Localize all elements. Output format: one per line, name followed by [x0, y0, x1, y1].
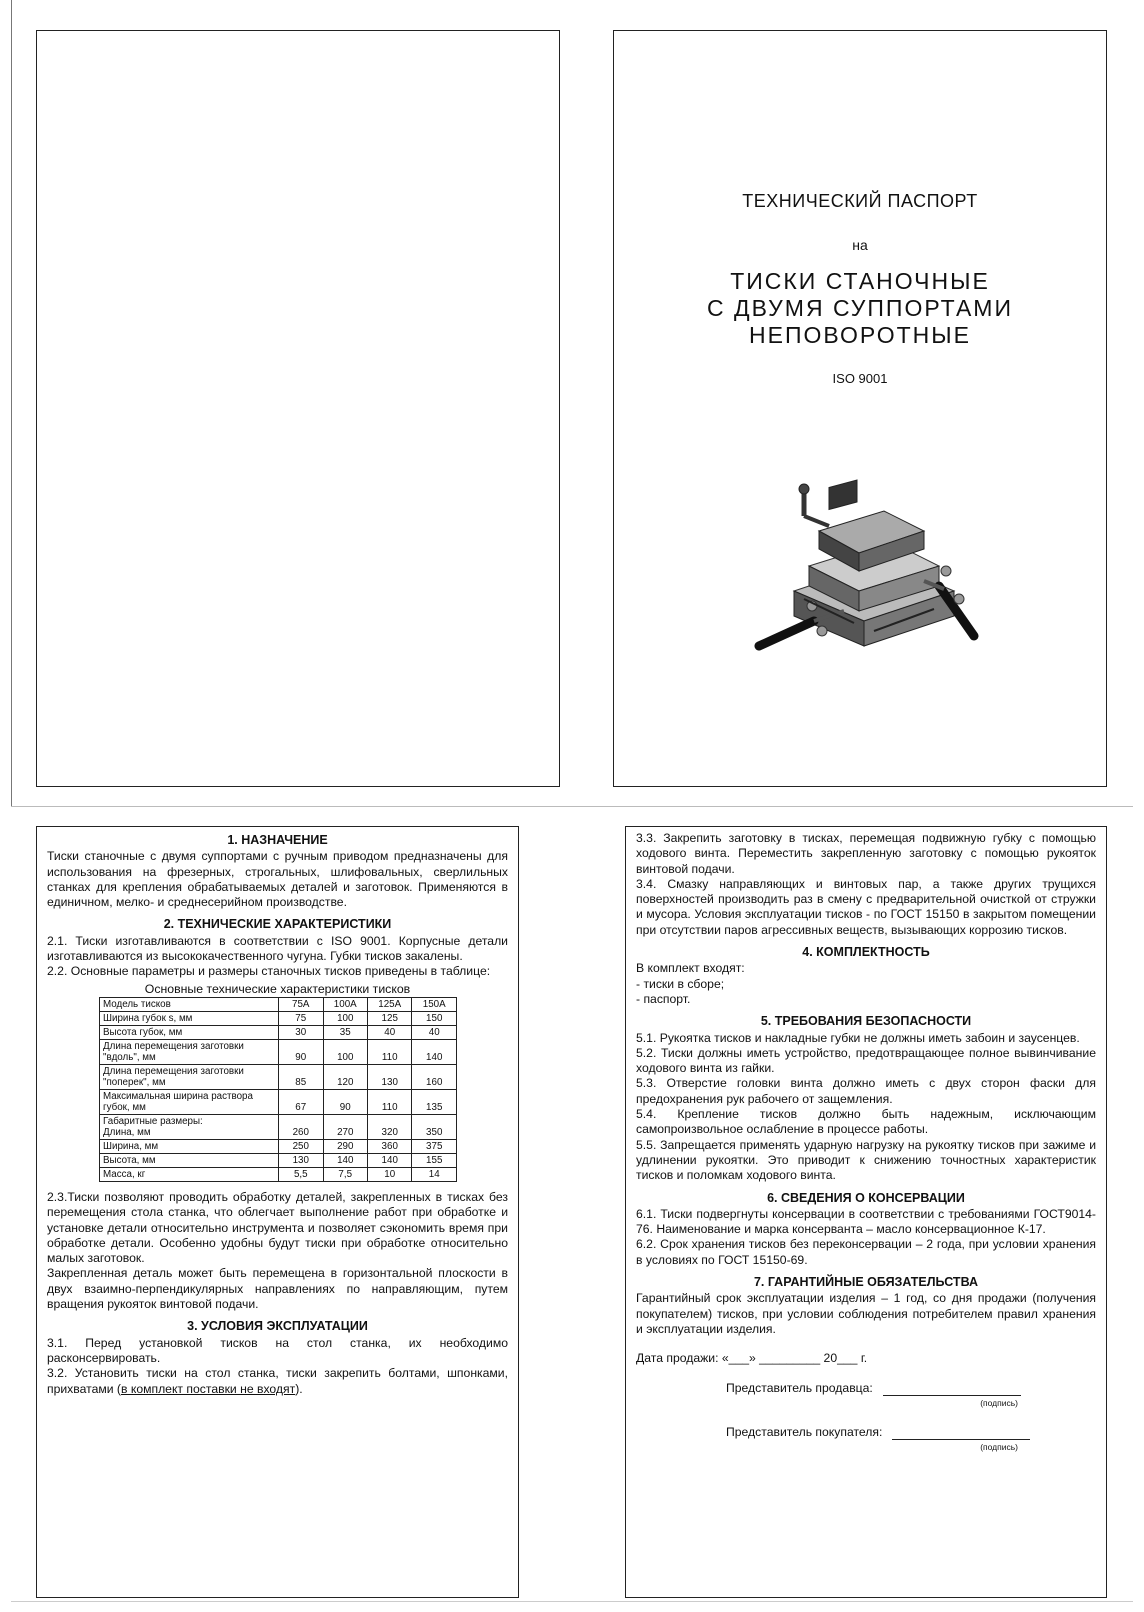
table-cell: Высота губок, мм: [100, 1025, 279, 1039]
spec-paragraph: 2.3.Тиски позволяют проводить обработку деталей, закрепленных в тисках без перемещения стола станка, что облегчает выполнение работ при обработке и установке детали относительно инструмента и позволяет сэкономить время при обработке детали. Особенно удобны будут тиски при обработке относительно малых заготовок.: [47, 1189, 508, 1266]
table-cell: 85: [279, 1064, 323, 1089]
table-row: [100, 1153, 457, 1167]
bottom-edge-line: [11, 1601, 1133, 1602]
section-title-purpose: 1. НАЗНАЧЕНИЕ: [227, 833, 328, 847]
operation-paragraph: [47, 1366, 508, 1397]
table-cell: 35: [323, 1025, 367, 1039]
table-cell: 110: [367, 1089, 411, 1114]
kit-line: - паспорт.: [636, 991, 691, 1006]
safety-paragraph: 5.2. Тиски должны иметь устройство, предотвращающее полное вывинчивание ходового винта из гайки.: [636, 1045, 1096, 1076]
table-cell: 130: [279, 1153, 323, 1167]
signature-caption: (подпись): [980, 1397, 1018, 1408]
table-cell: 100: [323, 1039, 367, 1064]
cover-product-name: [614, 268, 1106, 349]
table-cell: 40: [367, 1025, 411, 1039]
underlined-text: в комплект поставки не входят: [120, 1381, 296, 1396]
kit-line: - тиски в сборе;: [636, 976, 725, 991]
table-cell: 260: [279, 1114, 323, 1139]
operation-paragraph: 3.4. Смазку направляющих и винтовых пар, а также других трущихся поверхностей производить раз в смену с предварительной очисткой от стружки и мусора. Условия эксплуатации тисков - по ГОСТ 15150 в закрытом помещении при отсутствии паров агрессивных веществ, вызывающих коррозию тисков.: [636, 876, 1096, 937]
table-cell: 120: [323, 1064, 367, 1089]
section-title-specs: 2. ТЕХНИЧЕСКИЕ ХАРАКТЕРИСТИКИ: [163, 917, 392, 932]
buyer-signature: [636, 1425, 1096, 1440]
section-title-safety: 5. ТРЕБОВАНИЯ БЕЗОПАСНОСТИ: [760, 1014, 972, 1029]
table-cell: Высота, мм: [100, 1153, 279, 1167]
table-cell: 290: [323, 1139, 367, 1153]
table-cell: 14: [412, 1167, 457, 1181]
table-cell: Длина перемещения заготовки "вдоль", мм: [100, 1039, 279, 1064]
table-cell: Масса, кг: [100, 1167, 279, 1181]
table-cell: 135: [412, 1089, 457, 1114]
table-cell: 67: [279, 1089, 323, 1114]
signature-line: [883, 1383, 1021, 1396]
safety-paragraph: 5.1. Рукоятка тисков и накладные губки не должны иметь забоин и заусенцев.: [636, 1030, 1080, 1045]
right-text-page: [625, 826, 1107, 1598]
table-row: [100, 1025, 457, 1039]
table-cell: 75: [279, 1011, 323, 1025]
table-cell: 160: [412, 1064, 457, 1089]
warranty-paragraph: Гарантийный срок эксплуатации изделия – 1 год, со дня продажи (получения покупателем) тисков, при условии соблюдения потребителем правил хранения и эксплуатации изделия.: [636, 1291, 1096, 1336]
table-row: [100, 1011, 457, 1025]
vise-photo-icon: [734, 471, 984, 691]
operation-paragraph: 3.3. Закрепить заготовку в тисках, перемещая подвижную губку с помощью ходового винта. Переместить закрепленную заготовку с помощью рукояток винтовой подачи.: [636, 831, 1096, 876]
fold-line-horizontal: [11, 806, 1133, 807]
table-cell: 125А: [367, 997, 411, 1011]
text-span: ).: [295, 1381, 303, 1396]
table-cell: 7,5: [323, 1167, 367, 1181]
cover-page: [613, 30, 1107, 787]
table-cell: 140: [367, 1153, 411, 1167]
table-cell: 100А: [323, 997, 367, 1011]
table-cell: 320: [367, 1114, 411, 1139]
conservation-paragraph: 6.2. Срок хранения тисков без переконсервации – 2 года, при условии хранения в условиях по ГОСТ 15150-69.: [636, 1237, 1096, 1267]
table-cell: 150А: [412, 997, 457, 1011]
safety-paragraph: 5.3. Отверстие головки винта должно иметь с двух сторон фаски для предохранения рук рабочего от защемления.: [636, 1076, 1096, 1106]
purpose-text: Тиски станочные с двумя суппортами с ручным приводом предназначены для использования на фрезерных, строгальных, шлифовальных, сверлильных станках для крепления обрабатываемых деталей и заготовок. Применяются в единичном, мелко- и среднесерийном производстве.: [47, 849, 508, 910]
section-title-operation: 3. УСЛОВИЯ ЭКСПЛУАТАЦИИ: [187, 1319, 368, 1334]
table-cell: 375: [412, 1139, 457, 1153]
spec-paragraph: Закрепленная деталь может быть перемещена в горизонтальной плоскости в двух взаимно-перпендикулярных направлениях по направляющим, путем вращения рукояток винтовой подачи.: [47, 1266, 508, 1312]
table-cell: 360: [367, 1139, 411, 1153]
table-cell: 40: [412, 1025, 457, 1039]
cover-name-line: НЕПОВОРОТНЫЕ: [749, 322, 971, 348]
table-cell: 5,5: [279, 1167, 323, 1181]
table-cell: 90: [323, 1089, 367, 1114]
table-row: [100, 1064, 457, 1089]
table-row: [100, 1089, 457, 1114]
conservation-paragraph: 6.1. Тиски подвергнуты консервации в соответствии с требованиями ГОСТ9014-76. Наименование и марка консерванта – масло консервационное К-17.: [636, 1206, 1096, 1237]
kit-line: В комплект входят:: [636, 961, 745, 976]
fold-line-vertical: [11, 0, 12, 806]
table-row: [100, 1167, 457, 1181]
table-cell: 140: [412, 1039, 457, 1064]
table-cell: [100, 1114, 279, 1139]
safety-paragraph: 5.5. Запрещается применять ударную нагрузку на рукоятку тисков при зажиме и удлинении рукоятки. Это приводит к снижению точностных характеристик тисков и поломкам ходового винта.: [636, 1137, 1096, 1183]
table-row: [100, 1139, 457, 1153]
operation-paragraph: 3.1. Перед установкой тисков на стол станка, их необходимо расконсервировать.: [47, 1335, 508, 1365]
sale-date-field: Дата продажи: «___» _________ 20___ г.: [636, 1351, 868, 1366]
safety-paragraph: 5.4. Крепление тисков должно быть надежным, исключающим самопроизвольное ослабление в процессе работы.: [636, 1107, 1096, 1137]
signature-line: [892, 1427, 1030, 1440]
table-row: [100, 1114, 457, 1139]
cover-iso: ISO 9001: [832, 371, 888, 386]
table-cell: Длина перемещения заготовки "поперек", мм: [100, 1064, 279, 1089]
section-title-conservation: 6. СВЕДЕНИЯ О КОНСЕРВАЦИИ: [767, 1190, 965, 1205]
table-cell: Максимальная ширина раствора губок, мм: [100, 1089, 279, 1114]
spec-paragraph: 2.1. Тиски изготавливаются в соответствии с ISO 9001. Корпусные детали изготавливаются из высококачественного чугуна. Губки тисков закалены.: [47, 933, 508, 964]
table-cell: 30: [279, 1025, 323, 1039]
table-cell: 130: [367, 1064, 411, 1089]
buyer-label: Представитель покупателя:: [726, 1425, 883, 1440]
table-cell: 270: [323, 1114, 367, 1139]
signature-caption: (подпись): [980, 1442, 1018, 1453]
table-cell: 110: [367, 1039, 411, 1064]
table-cell: Ширина, мм: [100, 1139, 279, 1153]
spec-paragraph: 2.2. Основные параметры и размеры станочных тисков приведены в таблице:: [47, 964, 491, 979]
table-cell: Модель тисков: [100, 997, 279, 1011]
section-title-kit: 4. КОМПЛЕКТНОСТЬ: [802, 945, 930, 960]
cover-name-line: С ДВУМЯ СУППОРТАМИ: [707, 295, 1013, 321]
table-cell: 10: [367, 1167, 411, 1181]
dim-label: Длина, мм: [103, 1126, 151, 1138]
table-cell: 100: [323, 1011, 367, 1025]
cover-name-line: ТИСКИ СТАНОЧНЫЕ: [730, 268, 990, 294]
section-title-warranty: 7. ГАРАНТИЙНЫЕ ОБЯЗАТЕЛЬСТВА: [753, 1275, 978, 1290]
cover-preposition: на: [852, 237, 868, 253]
table-cell: 90: [279, 1039, 323, 1064]
text-span: 3.2. Установить тиски на стол станка, тиски закрепить болтами, шпонками, прихватами (: [47, 1366, 508, 1396]
table-cell: 125: [367, 1011, 411, 1025]
table-cell: 155: [412, 1153, 457, 1167]
table-cell: Ширина губок s, мм: [100, 1011, 279, 1025]
table-cell: 140: [323, 1153, 367, 1167]
table-cell: 150: [412, 1011, 457, 1025]
group-label: Габаритные размеры:: [103, 1115, 203, 1127]
spec-table: [99, 997, 457, 1182]
table-cell: 350: [412, 1114, 457, 1139]
table-row: [100, 1039, 457, 1064]
table-cell: 250: [279, 1139, 323, 1153]
table-header-row: [100, 997, 457, 1011]
table-caption: Основные технические характеристики тисков: [144, 981, 411, 996]
table-cell: 75А: [279, 997, 323, 1011]
left-text-page: [36, 826, 519, 1598]
cover-title: ТЕХНИЧЕСКИЙ ПАСПОРТ: [742, 191, 978, 211]
seller-label: Представитель продавца:: [726, 1380, 873, 1395]
seller-signature: [636, 1381, 1096, 1396]
blank-page: [36, 30, 560, 787]
